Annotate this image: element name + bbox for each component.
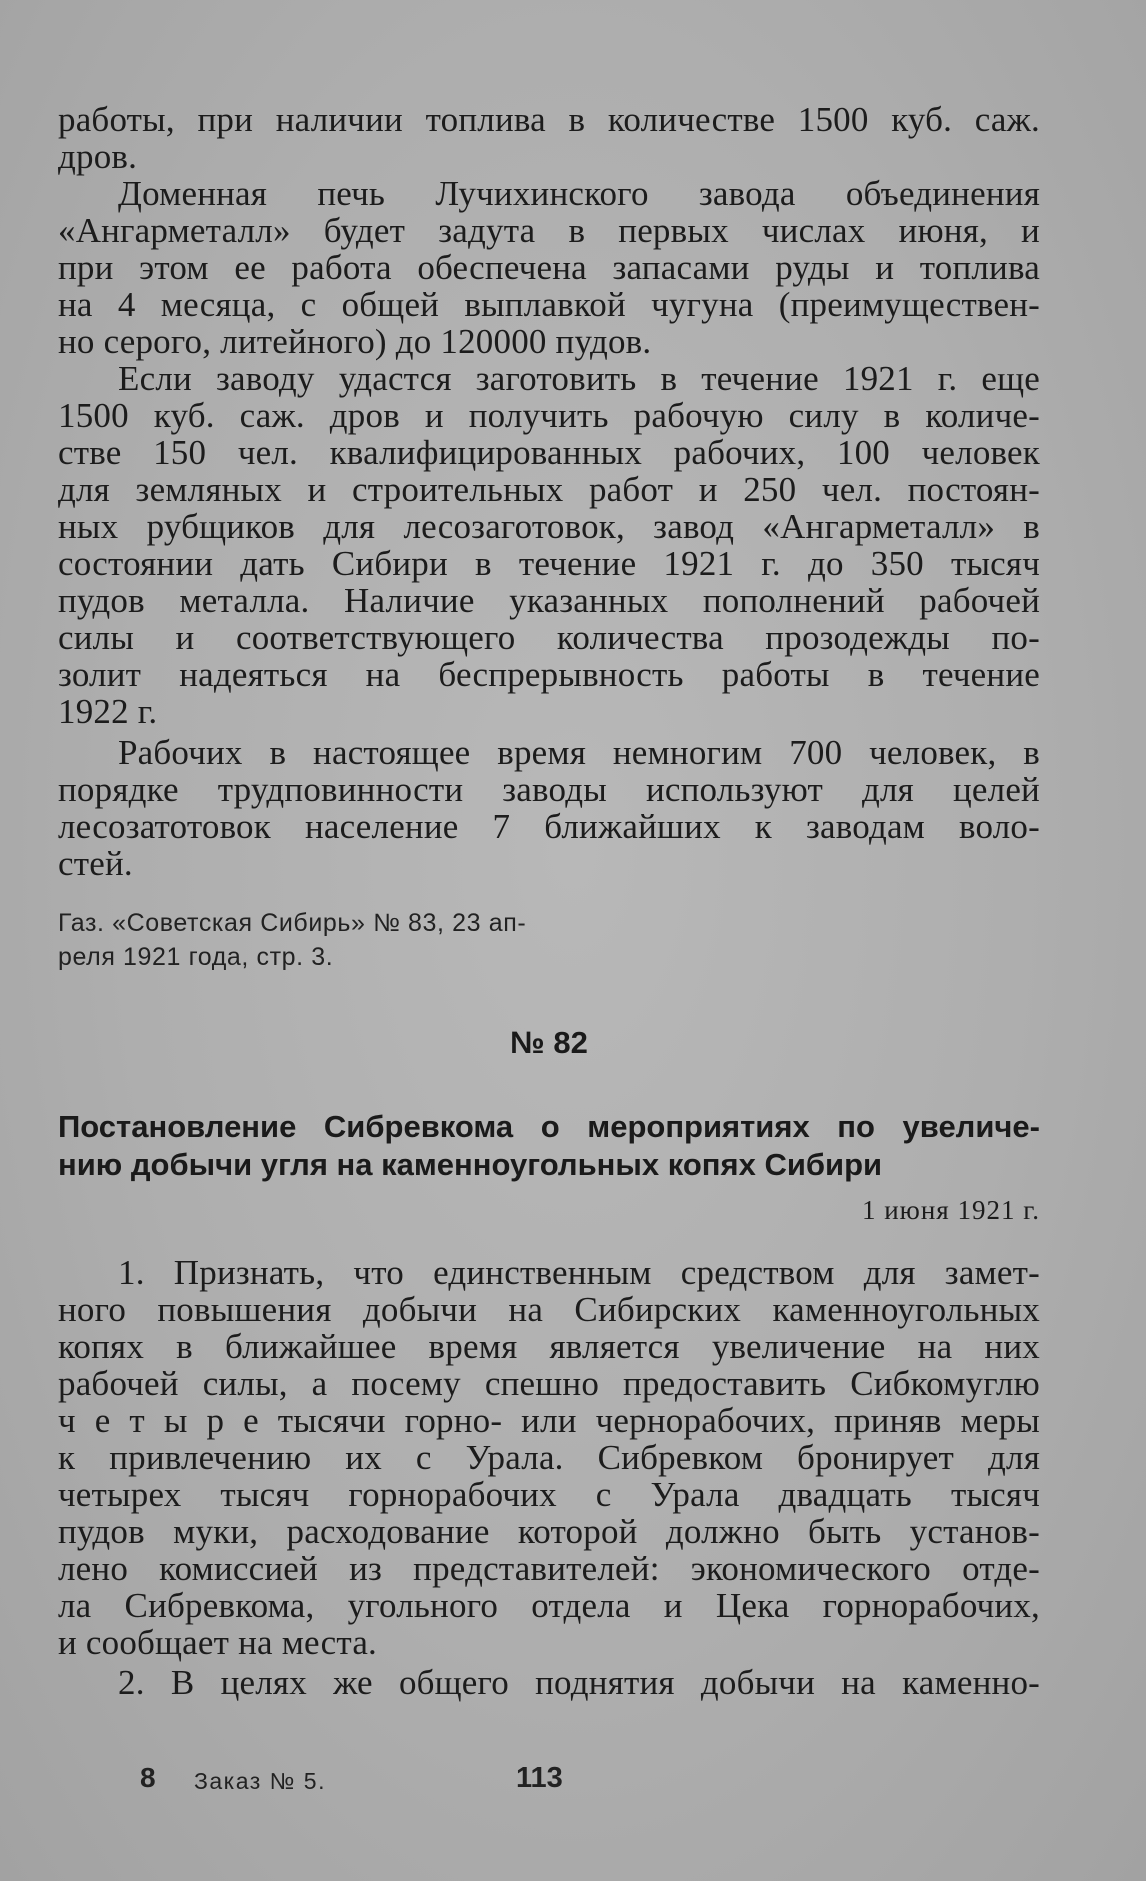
source-line: реля 1921 года, стр. 3.: [58, 943, 334, 971]
text-line: для земляных и строительных работ и 250 чел. постоян-: [58, 470, 1040, 509]
text-line: пудов муки, расходование которой должно быть установ-: [58, 1512, 1040, 1551]
sheet-number: 8: [140, 1762, 156, 1793]
text-line: Если заводу удастся заготовить в течение 1921 г. еще: [118, 359, 1040, 398]
text-line: к привлечению их с Урала. Сибревком бронирует для: [58, 1438, 1040, 1477]
text-line: но серого, литейного) до 120000 пудов.: [58, 322, 652, 361]
text-line: четырех тысяч горнорабочих с Урала двадцать тысяч: [58, 1475, 1040, 1514]
text-line: рабочей силы, а посему спешно предоставить Сибкомуглю: [58, 1364, 1040, 1403]
text-line: 1500 куб. саж. дров и получить рабочую силу в количе-: [58, 396, 1040, 435]
text-line: и сообщает на места.: [58, 1623, 377, 1662]
text-line: ного повышения добычи на Сибирских каменноугольных: [58, 1290, 1040, 1329]
text-line: стве 150 чел. квалифицированных рабочих, 100 человек: [58, 433, 1040, 472]
text-line: работы, при наличии топлива в количестве 1500 куб. саж.: [58, 100, 1040, 139]
text-line: ла Сибревкома, угольного отдела и Цека горнорабочих,: [58, 1586, 1040, 1625]
text-line: стей.: [58, 844, 133, 883]
text-line: силы и соответствующего количества прозодежды по-: [58, 618, 1040, 657]
text-line: 1. Признать, что единственным средством для замет-: [118, 1253, 1040, 1292]
text-line: 1922 г.: [58, 692, 158, 731]
document-title-line: нию добычи угля на каменноугольных копях Сибири: [58, 1147, 883, 1182]
text-line: лено комиссией из представителей: экономического отде-: [58, 1549, 1040, 1588]
print-order: Заказ № 5.: [194, 1768, 326, 1794]
text-line: ных рубщиков для лесозаготовок, завод «Ангарметалл» в: [58, 507, 1040, 546]
text-line: 2. В целях же общего поднятия добычи на каменно-: [118, 1663, 1040, 1702]
text-line: состоянии дать Сибири в течение 1921 г. до 350 тысяч: [58, 544, 1040, 583]
document-number: № 82: [510, 1025, 588, 1060]
text-line: Рабочих в настоящее время немногим 700 человек, в: [118, 733, 1040, 772]
text-line: ч е т ы р е тысячи горно- или чернорабочих, приняв меры: [58, 1401, 1040, 1440]
text-line: Доменная печь Лучихинского завода объединения: [118, 174, 1040, 213]
document-date: 1 июня 1921 г.: [861, 1195, 1040, 1225]
text-line: золит надеяться на беспрерывность работы в течение: [58, 655, 1040, 694]
text-line: на 4 месяца, с общей выплавкой чугуна (преимуществен-: [58, 285, 1040, 324]
text-line: лесозатотовок население 7 ближайших к заводам воло-: [58, 807, 1040, 846]
text-line: порядке трудповинности заводы используют для целей: [58, 770, 1040, 809]
source-line: Газ. «Советская Сибирь» № 83, 23 ап-: [58, 909, 527, 937]
text-line: пудов металла. Наличие указанных пополнений рабочей: [58, 581, 1040, 620]
text-line: дров.: [58, 137, 138, 176]
text-line: копях в ближайшее время является увеличение на них: [58, 1327, 1040, 1366]
page-number: 113: [516, 1762, 563, 1794]
text-line: при этом ее работа обеспечена запасами руды и топлива: [58, 248, 1040, 287]
document-title-line: Постановление Сибревкома о мероприятиях по увеличе-: [58, 1109, 1040, 1144]
text-line: «Ангарметалл» будет задута в первых числах июня, и: [58, 211, 1040, 250]
